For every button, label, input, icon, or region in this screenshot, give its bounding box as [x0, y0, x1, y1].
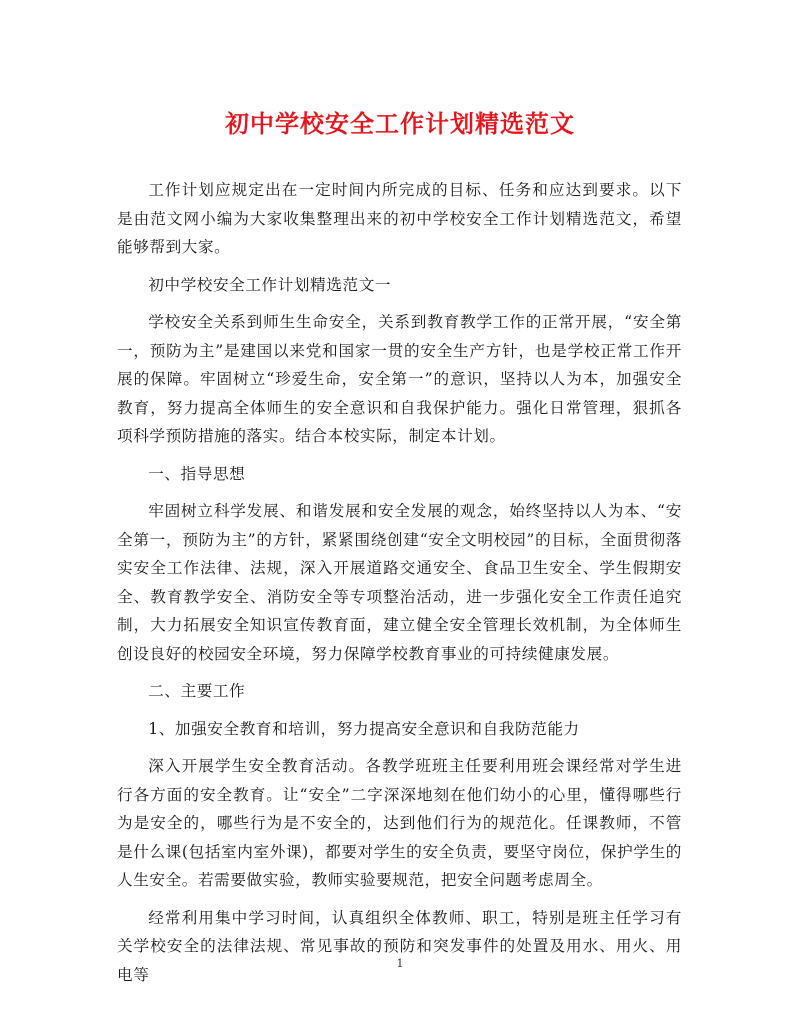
- page-number: 1: [396, 957, 404, 970]
- paragraph-heading-main-work: 二、主要工作: [148, 682, 246, 700]
- paragraph: 经常利用集中学习时间，认真组织全体教师、职工，特别是班主任学习有关学校安全的法律法规、常见事故的预防和突发事件的处置及用水、用火、用电等: [117, 908, 682, 984]
- document-body: [117, 176, 682, 998]
- paragraph-subheading: 1、加强安全教育和培训，努力提高安全意识和自我防范能力: [148, 719, 580, 738]
- paragraph: 学校安全关系到师生生命安全，关系到教育教学工作的正常开展，“安全第一，预防为主”是建国以来党和国家一贯的安全生产方针，也是学校正常工作开展的保障。牢固树立“珍爱生命，安全第一”的意识，坚持以人为本，加强安全教育，努力提高全体师生的安全意识和自我保护能力。强化日常管理，狠抓各项科学预防措施的落实。结合本校实际，制定本计划。: [117, 313, 682, 445]
- paragraph: 牢固树立科学发展、和谐发展和安全发展的观念，始终坚持以人为本、“安全第一，预防为主”的方针，紧紧围绕创建“安全文明校园”的目标，全面贯彻落实安全工作法律、法规，深入开展道路交通安全、食品卫生安全、学生假期安全、教育教学安全、消防安全等专项整治活动，进一步强化安全工作责任追究制，大力拓展安全知识宣传教育面，建立健全安全管理长效机制，为全体师生创设良好的校园安全环境，努力保障学校教育事业的可持续健康发展。: [117, 502, 682, 663]
- document-title: 初中学校安全工作计划精选范文: [225, 109, 575, 138]
- paragraph-heading-guiding-ideology: 一、指导思想: [148, 464, 246, 483]
- paragraph: 深入开展学生安全教育活动。各教学班班主任要利用班会课经常对学生进行各方面的安全教育。让“安全”二字深深地刻在他们幼小的心里，懂得哪些行为是安全的，哪些行为是不安全的，达到他们行为的规范化。任课教师，不管是什么课(包括室内室外课)，都要对学生的安全负责，要坚守岗位，保护学生的人生安全。若需要做实验，教师实验要规范，把安全问题考虑周全。: [117, 757, 682, 889]
- paragraph-section-heading: 初中学校安全工作计划精选范文一: [148, 275, 392, 294]
- paragraph-intro: 工作计划应规定出在一定时间内所完成的目标、任务和应达到要求。以下是由范文网小编为大家收集整理出来的初中学校安全工作计划精选范文，希望能够帮到大家。: [117, 181, 682, 256]
